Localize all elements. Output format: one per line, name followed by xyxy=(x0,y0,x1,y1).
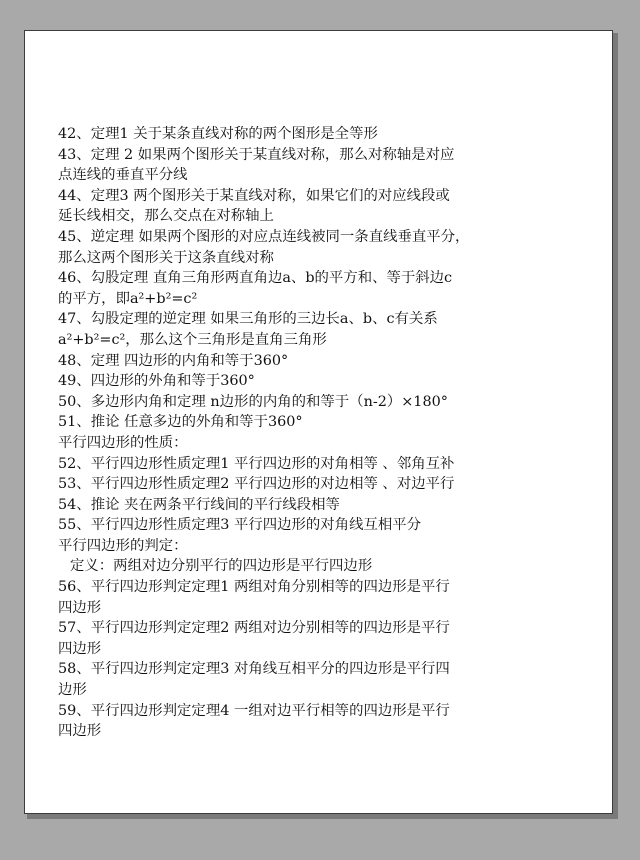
text-line: 53、平行四边形性质定理2 平行四边形的对边相等 、对边平行 xyxy=(58,476,455,493)
text-line: 44、定理3 两个图形关于某直线对称，如果它们的对应线段或 xyxy=(58,187,450,204)
text-line: 点连线的垂直平分线 xyxy=(58,167,188,184)
definition-line: 定义：两组对边分别平行的四边形是平行四边形 xyxy=(70,558,373,575)
text-line: 55、平行四边形性质定理3 平行四边形的对角线互相平分 xyxy=(58,517,422,534)
text-line: 的平方，即a²+b²=c² xyxy=(58,290,198,307)
text-line: 52、平行四边形性质定理1 平行四边形的对角相等 、邻角互补 xyxy=(58,455,455,472)
text-line: 四边形 xyxy=(58,723,102,740)
text-line: 51、推论 任意多边的外角和等于360° xyxy=(58,414,303,431)
text-line: 43、定理 2 如果两个图形关于某直线对称，那么对称轴是对应 xyxy=(58,146,455,163)
text-line: 45、逆定理 如果两个图形的对应点连线被同一条直线垂直平分， xyxy=(58,228,470,245)
text-line: 延长线相交，那么交点在对称轴上 xyxy=(58,208,274,225)
text-line: 四边形 xyxy=(58,599,102,616)
text-line: 47、勾股定理的逆定理 如果三角形的三边长a、b、c有关系 xyxy=(58,311,438,328)
text-line: a²+b²=c²，那么这个三角形是直角三角形 xyxy=(58,331,327,348)
text-line: 50、多边形内角和定理 n边形的内角的和等于（n-2）×180° xyxy=(58,393,448,410)
section-heading: 平行四边形的判定： xyxy=(58,537,188,554)
text-line: 边形 xyxy=(58,682,87,699)
text-line: 57、平行四边形判定定理2 两组对边分别相等的四边形是平行 xyxy=(58,620,450,637)
text-line: 42、定理1 关于某条直线对称的两个图形是全等形 xyxy=(58,126,378,142)
text-line: 48、定理 四边形的内角和等于360° xyxy=(58,352,289,369)
text-line: 59、平行四边形判定定理4 一组对边平行相等的四边形是平行 xyxy=(58,702,450,719)
text-line: 四边形 xyxy=(58,640,102,657)
text-line: 46、勾股定理 直角三角形两直角边a、b的平方和、等于斜边c xyxy=(58,270,453,287)
text-line: 49、四边形的外角和等于360° xyxy=(58,373,255,390)
text-line: 54、推论 夹在两条平行线间的平行线段相等 xyxy=(58,496,340,513)
document-page xyxy=(24,30,613,814)
text-line: 58、平行四边形判定定理3 对角线互相平分的四边形是平行四 xyxy=(58,661,450,678)
text-line: 56、平行四边形判定定理1 两组对角分别相等的四边形是平行 xyxy=(58,579,450,596)
theorem-list xyxy=(58,124,578,742)
section-heading: 平行四边形的性质： xyxy=(58,434,188,451)
text-line: 那么这两个图形关于这条直线对称 xyxy=(58,249,274,266)
